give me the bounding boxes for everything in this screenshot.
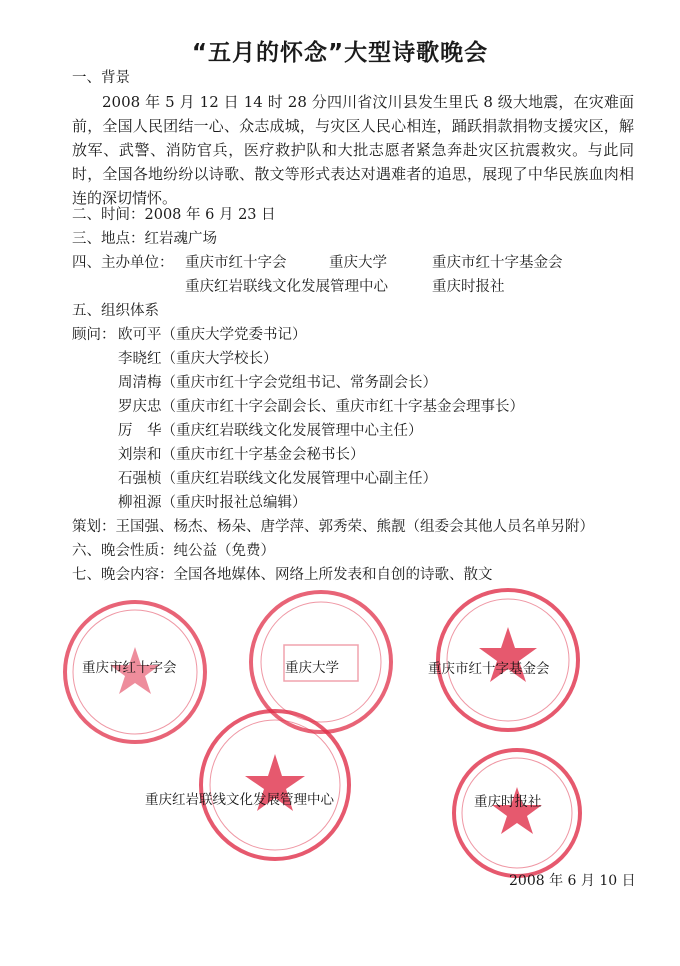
advisor-role: （重庆市红十字基金会秘书长） [161,447,365,463]
organizer-4: 重庆红岩联线文化发展管理中心 [185,279,388,295]
background-paragraph: 2008 年 5 月 12 日 14 时 28 分四川省汶川县发生里氏 8 级大地震，在灾难面前，全国人民团结一心、众志成城，与灾区人民心相连，踊跃捐款捐物支援灾区，解放军、武警、消防官兵，医疗救护队和大批志愿者紧急奔赴灾区抗震救灾。与此同时，全国各地纷纷以诗歌、散文等形式表达对遇难者的追思，展现了中华民族血肉相连的深切情怀。 [72,93,634,207]
organizer-1: 重庆市红十字会 [185,255,287,271]
stamp-label-hongyan: 重庆红岩联线文化发展管理中心 [145,792,334,808]
seal-chongqing-times [449,745,585,881]
advisor-role: （重庆大学校长） [161,351,278,367]
advisor-name: 厉 华 [118,423,162,439]
advisor-row [118,443,365,467]
advisor-role: （重庆红岩联线文化发展管理中心主任） [161,423,423,439]
section-nature: 六、晚会性质：纯公益（免费） [72,543,275,559]
organizer-2: 重庆大学 [329,255,387,271]
section-org-system-heading: 五、组织体系 [72,303,159,319]
advisor-label: 顾问： [72,327,116,343]
section-organizers-label: 四、主办单位： [72,255,174,271]
section-background-heading: 一、背景 [72,70,130,86]
organizer-5: 重庆时报社 [432,279,505,295]
advisor-row [118,323,307,347]
advisor-role: （重庆时报社总编辑） [161,495,307,511]
seal-hongyan-center [196,706,354,864]
planning-line: 策划：王国强、杨杰、杨朵、唐学萍、郭秀荣、熊靓（组委会其他人员名单另附） [72,519,594,535]
advisor-name: 罗庆忠 [118,399,162,415]
stamp-label-foundation: 重庆市红十字基金会 [428,661,550,677]
advisor-role: （重庆市红十字会党组书记、常务副会长） [161,375,437,391]
stamp-label-times: 重庆时报社 [474,794,542,810]
advisor-row [118,467,437,491]
advisor-row [118,347,278,371]
advisor-row [118,419,423,443]
advisor-row [118,491,307,515]
section-content: 七、晚会内容：全国各地媒体、网络上所发表和自创的诗歌、散文 [72,567,493,583]
advisor-name: 周清梅 [118,375,162,391]
page-title: “五月的怀念”大型诗歌晚会 [191,40,489,66]
advisor-name: 柳祖源 [118,495,162,511]
organizer-3: 重庆市红十字基金会 [432,255,563,271]
section-time: 二、时间：2008 年 6 月 23 日 [72,207,276,223]
stamp-label-red-cross: 重庆市红十字会 [82,660,177,676]
advisor-role: （重庆红岩联线文化发展管理中心副主任） [161,471,437,487]
advisor-role: （重庆市红十字会副会长、重庆市红十字基金会理事长） [161,399,524,415]
advisor-role: （重庆大学党委书记） [161,327,307,343]
advisor-row [118,371,437,395]
section-place: 三、地点：红岩魂广场 [72,231,217,247]
advisor-name: 欧可平 [118,327,162,343]
advisor-name: 石强桢 [118,471,162,487]
advisor-row [118,395,524,419]
advisor-name: 刘崇和 [118,447,162,463]
issue-date: 2008 年 6 月 10 日 [509,873,636,889]
stamp-label-cqu: 重庆大学 [285,660,339,676]
advisor-name: 李晓红 [118,351,162,367]
